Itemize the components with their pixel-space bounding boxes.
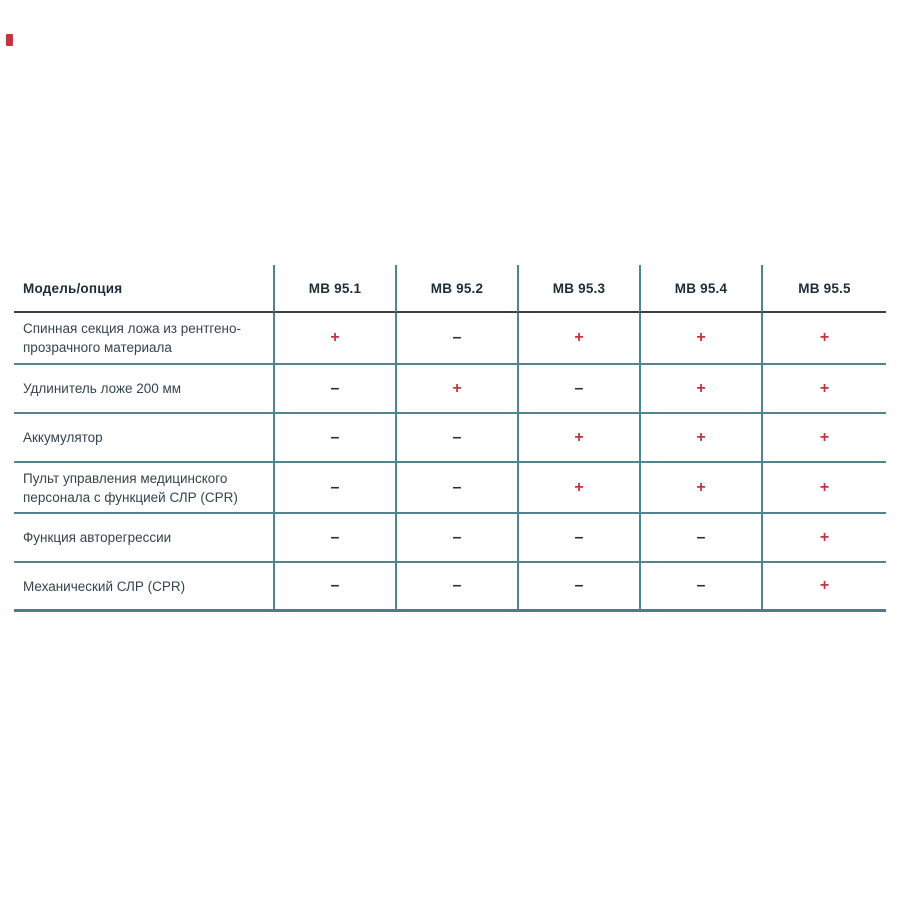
option-cell: – — [273, 514, 395, 563]
option-cell: + — [517, 414, 639, 463]
option-cell: + — [639, 463, 761, 514]
option-cell: – — [517, 365, 639, 414]
option-row-label: Механический СЛР (CPR) — [14, 563, 273, 612]
option-cell: + — [639, 313, 761, 365]
option-cell: – — [395, 563, 517, 612]
option-cell: – — [273, 414, 395, 463]
option-cell: – — [517, 563, 639, 612]
table-header-model-option: Модель/опция — [14, 265, 273, 313]
option-cell: + — [761, 313, 886, 365]
option-row-label: Аккумулятор — [14, 414, 273, 463]
option-cell: + — [639, 365, 761, 414]
model-options-table — [14, 265, 886, 612]
option-cell: + — [761, 563, 886, 612]
table-header-mb-95-5: МВ 95.5 — [761, 265, 886, 313]
option-row-label: Удлинитель ложе 200 мм — [14, 365, 273, 414]
option-cell: + — [517, 313, 639, 365]
option-cell: + — [273, 313, 395, 365]
option-row-label: Спинная секция ложа из рентгено-прозрачного материала — [14, 313, 273, 365]
option-cell: – — [273, 463, 395, 514]
option-cell: – — [395, 414, 517, 463]
table-header-mb-95-4: МВ 95.4 — [639, 265, 761, 313]
option-cell: – — [639, 563, 761, 612]
option-cell: – — [395, 514, 517, 563]
table-header-mb-95-2: МВ 95.2 — [395, 265, 517, 313]
option-cell: + — [761, 414, 886, 463]
option-cell: – — [395, 313, 517, 365]
table-header-mb-95-3: МВ 95.3 — [517, 265, 639, 313]
option-cell: + — [761, 514, 886, 563]
option-cell: – — [273, 365, 395, 414]
red-mark — [6, 34, 13, 46]
option-cell: + — [395, 365, 517, 414]
option-row-label: Пульт управления медицинского персонала с функцией СЛР (CPR) — [14, 463, 273, 514]
option-cell: + — [639, 414, 761, 463]
option-cell: + — [761, 463, 886, 514]
option-cell: + — [517, 463, 639, 514]
option-cell: – — [395, 463, 517, 514]
table-header-mb-95-1: МВ 95.1 — [273, 265, 395, 313]
option-cell: + — [761, 365, 886, 414]
option-cell: – — [517, 514, 639, 563]
option-cell: – — [273, 563, 395, 612]
option-cell: – — [639, 514, 761, 563]
option-row-label: Функция авторегрессии — [14, 514, 273, 563]
